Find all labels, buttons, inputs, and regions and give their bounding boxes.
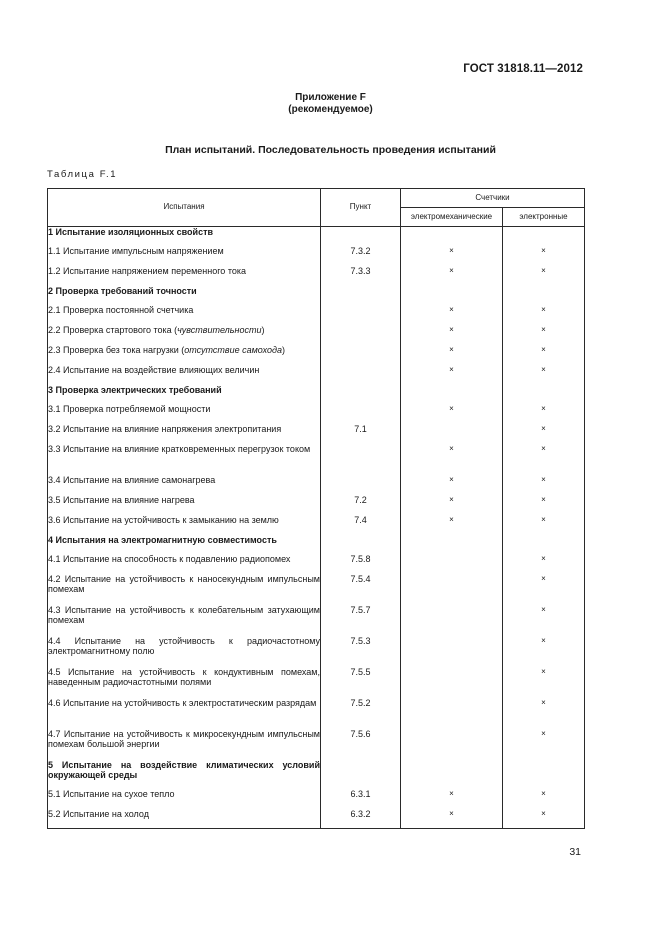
test-point: 7.3.3 [321, 266, 401, 286]
test-point: 7.5.4 [321, 574, 401, 605]
test-point: 7.3.2 [321, 246, 401, 266]
test-point: 6.3.2 [321, 809, 401, 829]
electromechanical-mark [401, 385, 503, 404]
electronic-mark: × [503, 698, 585, 729]
test-point [321, 227, 401, 246]
test-name-tail: ) [282, 344, 286, 355]
section-row [48, 286, 585, 305]
test-name-text: 4.3 Испытание на устойчивость к колебательным затухающим помехам [48, 604, 320, 625]
appendix-title: Приложение F [295, 92, 366, 103]
electromechanical-mark: × [401, 404, 503, 424]
page-number: 31 [569, 846, 581, 858]
test-name [48, 404, 321, 424]
test-name [48, 636, 321, 667]
electronic-mark [503, 227, 585, 246]
electronic-mark [503, 286, 585, 305]
test-name-text: 2.2 Проверка стартового тока ( [48, 324, 178, 335]
test-name-text: 4.4 Испытание на устойчивость к радиочастотному электромагнитному полю [48, 635, 320, 656]
test-name-text: 5 Испытание на воздействие климатических условий окружающей среды [48, 759, 320, 780]
test-name [48, 605, 321, 636]
test-point: 7.4 [321, 515, 401, 535]
test-point [321, 404, 401, 424]
electronic-mark: × [503, 667, 585, 698]
test-point [321, 760, 401, 789]
test-name-text: 5.2 Испытание на холод [48, 808, 149, 819]
document-code: ГОСТ 31818.11—2012 [463, 63, 583, 75]
electromechanical-mark [401, 574, 503, 605]
test-name-tail: ) [261, 324, 265, 335]
test-name-text: 2.1 Проверка постоянной счетчика [48, 304, 194, 315]
test-name-text: 3.5 Испытание на влияние нагрева [48, 494, 195, 505]
test-name [48, 698, 321, 729]
table-row [48, 515, 585, 535]
electronic-mark: × [503, 554, 585, 574]
test-name-text: 4 Испытания на электромагнитную совместимость [48, 534, 277, 545]
electromechanical-mark: × [401, 266, 503, 286]
table-caption: Таблица F.1 [47, 169, 118, 180]
table-row [48, 636, 585, 667]
electronic-mark: × [503, 809, 585, 829]
table-row [48, 424, 585, 444]
electromechanical-mark: × [401, 325, 503, 345]
test-name-text: 1 Испытание изоляционных свойств [48, 227, 214, 237]
table-body [48, 227, 585, 829]
electromechanical-mark: × [401, 515, 503, 535]
electromechanical-mark [401, 636, 503, 667]
test-point: 6.3.1 [321, 789, 401, 809]
electronic-mark: × [503, 345, 585, 365]
test-name-text: 3.6 Испытание на устойчивость к замыканию на землю [48, 514, 279, 525]
test-point: 7.5.3 [321, 636, 401, 667]
header-meters: Счетчики [401, 189, 585, 208]
test-name [48, 789, 321, 809]
table-row [48, 698, 585, 729]
section-row [48, 385, 585, 404]
electronic-mark [503, 760, 585, 789]
electromechanical-mark: × [401, 789, 503, 809]
electronic-mark: × [503, 515, 585, 535]
test-point [321, 325, 401, 345]
electromechanical-mark: × [401, 365, 503, 385]
test-name-italic: чувствительности [177, 324, 262, 335]
table-row [48, 667, 585, 698]
test-point [321, 475, 401, 495]
test-name-text: 4.6 Испытание на устойчивость к электростатическим разрядам [48, 697, 317, 708]
test-point [321, 535, 401, 554]
test-name [48, 227, 321, 246]
table-row [48, 554, 585, 574]
electromechanical-mark [401, 605, 503, 636]
electronic-mark [503, 385, 585, 404]
test-name [48, 266, 321, 286]
table-row [48, 246, 585, 266]
electromechanical-mark [401, 554, 503, 574]
test-name-text: 3 Проверка электрических требований [48, 384, 222, 395]
test-point [321, 305, 401, 325]
test-name-text: 2 Проверка требований точности [48, 285, 197, 296]
table-row [48, 605, 585, 636]
test-name [48, 325, 321, 345]
electronic-mark: × [503, 475, 585, 495]
test-point [321, 345, 401, 365]
electronic-mark: × [503, 325, 585, 345]
table-row [48, 574, 585, 605]
table-row [48, 809, 585, 829]
test-point [321, 385, 401, 404]
test-name [48, 809, 321, 829]
electronic-mark [503, 535, 585, 554]
test-name [48, 475, 321, 495]
test-point [321, 444, 401, 475]
electronic-mark: × [503, 636, 585, 667]
appendix-subtitle: (рекомендуемое) [288, 104, 373, 115]
test-name-text: 5.1 Испытание на сухое тепло [48, 788, 175, 799]
table-row [48, 365, 585, 385]
header-tests: Испытания [48, 189, 321, 227]
test-name-text: 3.1 Проверка потребляемой мощности [48, 403, 211, 414]
test-name-text: 2.4 Испытание на воздействие влияющих величин [48, 364, 260, 375]
test-name [48, 305, 321, 325]
header-electronic: электронные [503, 208, 585, 227]
electromechanical-mark: × [401, 345, 503, 365]
electromechanical-mark [401, 698, 503, 729]
electromechanical-mark: × [401, 444, 503, 475]
test-point: 7.1 [321, 424, 401, 444]
test-point: 7.2 [321, 495, 401, 515]
table-row [48, 325, 585, 345]
electronic-mark: × [503, 404, 585, 424]
table-row [48, 444, 585, 475]
test-point: 7.5.6 [321, 729, 401, 760]
test-name [48, 554, 321, 574]
section-row [48, 227, 585, 246]
test-point: 7.5.7 [321, 605, 401, 636]
test-name-text: 4.7 Испытание на устойчивость к микросекундным импульсным помехам большой энергии [48, 728, 320, 749]
test-name [48, 515, 321, 535]
test-name-text: 3.3 Испытание на влияние кратковременных перегрузок током [48, 443, 311, 454]
test-name [48, 729, 321, 760]
electromechanical-mark [401, 535, 503, 554]
table-row [48, 729, 585, 760]
table-row [48, 495, 585, 515]
electromechanical-mark: × [401, 475, 503, 495]
electronic-mark: × [503, 495, 585, 515]
electromechanical-mark [401, 227, 503, 246]
electronic-mark: × [503, 605, 585, 636]
test-name-text: 2.3 Проверка без тока нагрузки ( [48, 344, 185, 355]
table-row [48, 266, 585, 286]
electromechanical-mark [401, 729, 503, 760]
table-row [48, 305, 585, 325]
electronic-mark: × [503, 729, 585, 760]
test-name [48, 760, 321, 789]
electromechanical-mark [401, 286, 503, 305]
test-name-text: 4.1 Испытание на способность к подавлению радиопомех [48, 553, 291, 564]
test-name [48, 424, 321, 444]
electromechanical-mark [401, 760, 503, 789]
table-row [48, 475, 585, 495]
electronic-mark: × [503, 305, 585, 325]
table-row [48, 345, 585, 365]
electromechanical-mark [401, 667, 503, 698]
test-name [48, 444, 321, 475]
electromechanical-mark: × [401, 809, 503, 829]
test-point: 7.5.5 [321, 667, 401, 698]
header-electromechanical: электромеханические [401, 208, 503, 227]
test-name-text: 4.5 Испытание на устойчивость к кондуктивным помехам, наведенным радиочастотными полями [48, 666, 320, 687]
electromechanical-mark: × [401, 495, 503, 515]
test-name-text: 1.1 Испытание импульсным напряжением [48, 245, 224, 256]
table-row [48, 404, 585, 424]
electromechanical-mark: × [401, 246, 503, 266]
electronic-mark: × [503, 444, 585, 475]
table-row [48, 789, 585, 809]
plan-title: План испытаний. Последовательность проведения испытаний [165, 144, 496, 156]
electromechanical-mark: × [401, 305, 503, 325]
test-name [48, 495, 321, 515]
electronic-mark: × [503, 365, 585, 385]
electronic-mark: × [503, 246, 585, 266]
test-point: 7.5.8 [321, 554, 401, 574]
test-name [48, 365, 321, 385]
test-name [48, 345, 321, 365]
test-name [48, 535, 321, 554]
appendix-heading [0, 92, 661, 116]
test-point: 7.5.2 [321, 698, 401, 729]
test-name [48, 385, 321, 404]
test-name [48, 246, 321, 266]
test-name [48, 667, 321, 698]
test-name-text: 3.4 Испытание на влияние самонагрева [48, 474, 216, 485]
electronic-mark: × [503, 266, 585, 286]
test-point [321, 286, 401, 305]
test-name [48, 574, 321, 605]
section-row [48, 760, 585, 789]
test-name-text: 3.2 Испытание на влияние напряжения электропитания [48, 423, 282, 434]
electromechanical-mark [401, 424, 503, 444]
test-point [321, 365, 401, 385]
electronic-mark: × [503, 789, 585, 809]
header-point: Пункт [321, 189, 401, 227]
section-row [48, 535, 585, 554]
electronic-mark: × [503, 574, 585, 605]
test-plan-table [47, 188, 585, 829]
test-name-text: 1.2 Испытание напряжением переменного тока [48, 265, 246, 276]
test-name-italic: отсутствие самохода [184, 344, 283, 355]
test-name [48, 286, 321, 305]
electronic-mark: × [503, 424, 585, 444]
test-name-text: 4.2 Испытание на устойчивость к наносекундным импульсным помехам [48, 573, 320, 594]
